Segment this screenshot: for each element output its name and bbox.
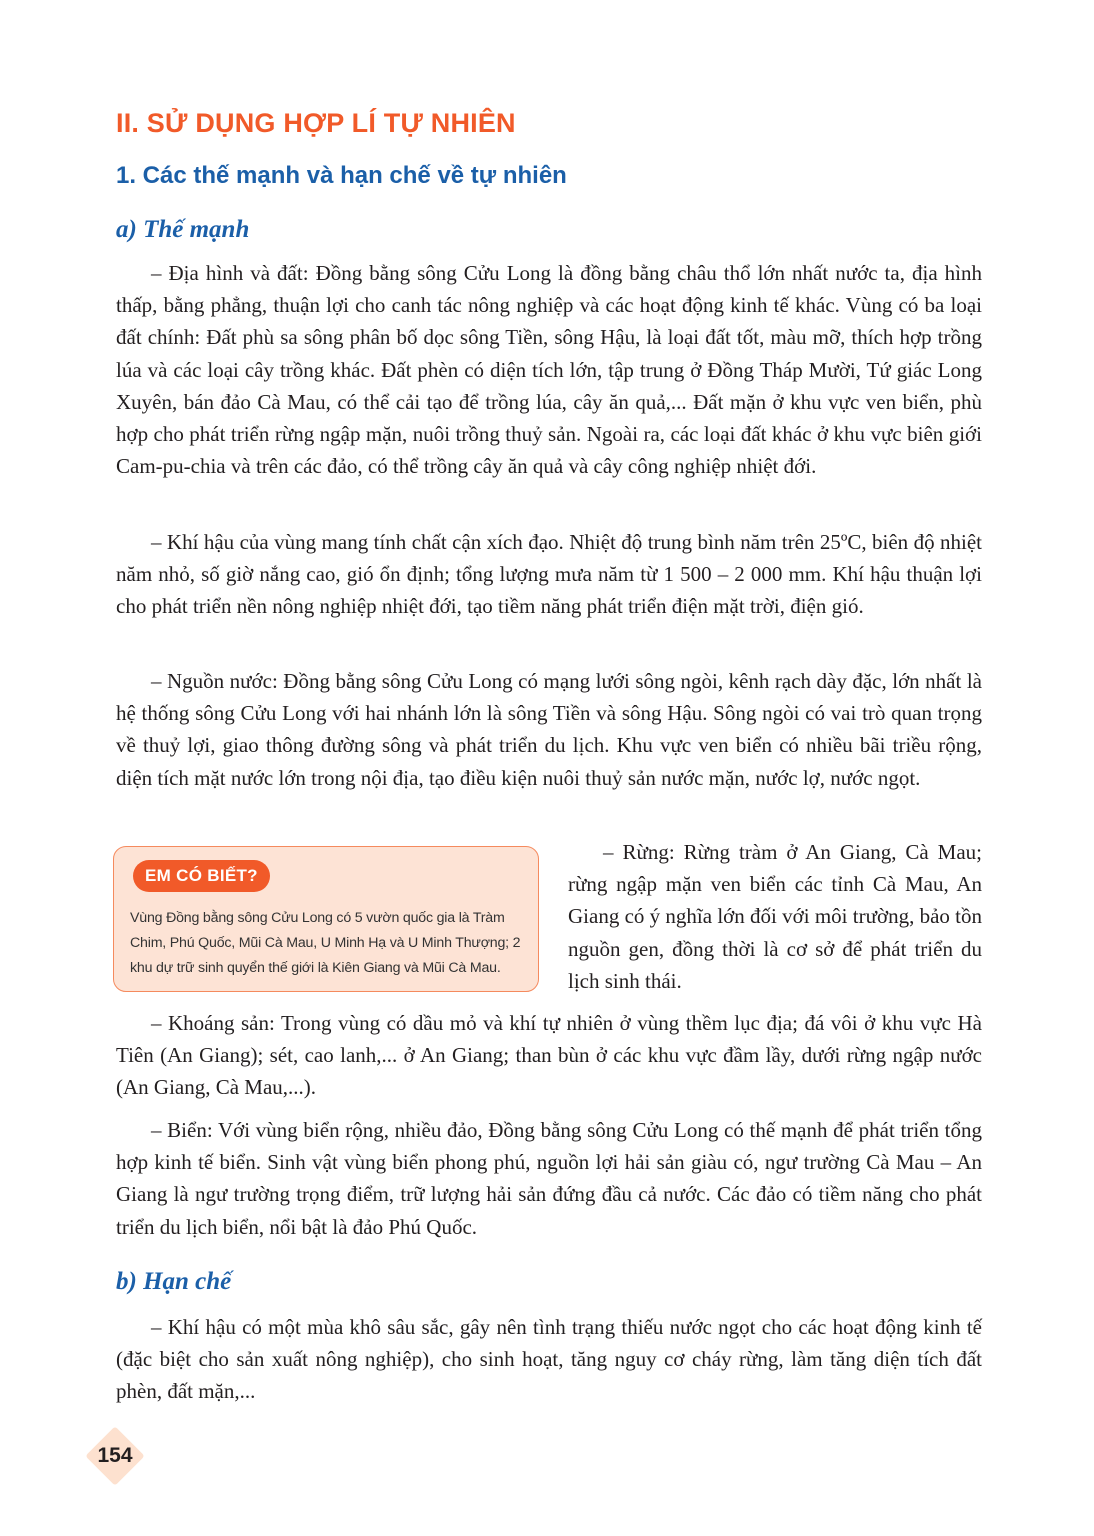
- limitations-heading: b) Hạn chế: [116, 1268, 232, 1295]
- paragraph-rung: – Rừng: Rừng tràm ở An Giang, Cà Mau; rừng ngập mặn ven biển các tỉnh Cà Mau, An Giang có ý nghĩa lớn đối với môi trường, bảo tồn nguồn gen, đồng thời là cơ sở để phát triển du lịch sinh thái.: [568, 840, 982, 993]
- did-you-know-badge: EM CÓ BIẾT?: [133, 860, 270, 892]
- paragraph-khoang-san: – Khoáng sản: Trong vùng có dầu mỏ và khí tự nhiên ở vùng thềm lục địa; đá vôi ở khu vực Hà Tiên (An Giang); sét, cao lanh,... ở An Giang; than bùn ở các khu vực đầm lầy, dưới rừng ngập nước (An Giang, Cà Mau,...).: [116, 1011, 982, 1100]
- paragraph-dia-hinh: – Địa hình và đất: Đồng bằng sông Cửu Long là đồng bằng châu thổ lớn nhất nước ta, địa hình thấp, bằng phẳng, thuận lợi cho canh tác nông nghiệp và các hoạt động kinh tế khác. Vùng có ba loại đất chính: Đất phù sa sông phân bố dọc sông Tiền, sông Hậu, là loại đất tốt, màu mỡ, thích hợp trồng lúa và các loại cây trồng khác. Đất phèn có diện tích lớn, tập trung ở Đồng Tháp Mười, Tứ giác Long Xuyên, bán đảo Cà Mau, có thể cải tạo để trồng lúa, cây ăn quả,... Đất mặn ở khu vực ven biển, phù hợp cho phát triển rừng ngập mặn, nuôi trồng thuỷ sản. Ngoài ra, các loại đất khác ở khu vực biên giới Cam-pu-chia và trên các đảo, có thể trồng cây ăn quả và cây công nghiệp nhiệt đới.: [116, 261, 982, 479]
- paragraph-nguon-nuoc: – Nguồn nước: Đồng bằng sông Cửu Long có mạng lưới sông ngòi, kênh rạch dày đặc, lớn nhất là hệ thống sông Cửu Long với hai nhánh lớn là sông Tiền và sông Hậu. Sông ngòi có vai trò quan trọng về thuỷ lợi, giao thông đường sông và phát triển du lịch. Khu vực ven biển có nhiều bãi triều rộng, diện tích mặt nước lớn trong nội địa, tạo điều kiện nuôi thuỷ sản nước mặn, nước lợ, nước ngọt.: [116, 669, 982, 790]
- section-title: II. SỬ DỤNG HỢP LÍ TỰ NHIÊN: [116, 108, 516, 138]
- paragraph-han-che-khi-hau: – Khí hậu có một mùa khô sâu sắc, gây nên tình trạng thiếu nước ngọt cho các hoạt động kinh tế (đặc biệt cho sản xuất nông nghiệp), cho sinh hoạt, tăng nguy cơ cháy rừng, làm tăng diện tích đất phèn, đất mặn,...: [116, 1315, 982, 1404]
- page-number: 154: [97, 1444, 133, 1467]
- paragraph-bien: – Biển: Với vùng biển rộng, nhiều đảo, Đồng bằng sông Cửu Long có thế mạnh để phát triển tổng hợp kinh tế biển. Sinh vật vùng biển phong phú, nguồn lợi hải sản giàu có, ngư trường Cà Mau – An Giang là ngư trường trọng điểm, trữ lượng hải sản đứng đầu cả nước. Các đảo có tiềm năng cho phát triển du lịch biển, nổi bật là đảo Phú Quốc.: [116, 1118, 982, 1239]
- subsection-title: 1. Các thế mạnh và hạn chế về tự nhiên: [116, 162, 567, 189]
- did-you-know-text: Vùng Đồng bằng sông Cửu Long có 5 vườn quốc gia là Tràm Chim, Phú Quốc, Mũi Cà Mau, U Minh Hạ và U Minh Thượng; 2 khu dự trữ sinh quyển thế giới là Kiên Giang và Mũi Cà Mau.: [130, 910, 521, 976]
- strengths-heading: a) Thế mạnh: [116, 216, 250, 243]
- paragraph-khi-hau: – Khí hậu của vùng mang tính chất cận xích đạo. Nhiệt độ trung bình năm trên 25ºC, biên độ nhiệt năm nhỏ, số giờ nắng cao, gió ổn định; tổng lượng mưa năm từ 1 500 – 2 000 mm. Khí hậu thuận lợi cho phát triển nền nông nghiệp nhiệt đới, tạo tiềm năng phát triển điện mặt trời, điện gió.: [116, 530, 982, 619]
